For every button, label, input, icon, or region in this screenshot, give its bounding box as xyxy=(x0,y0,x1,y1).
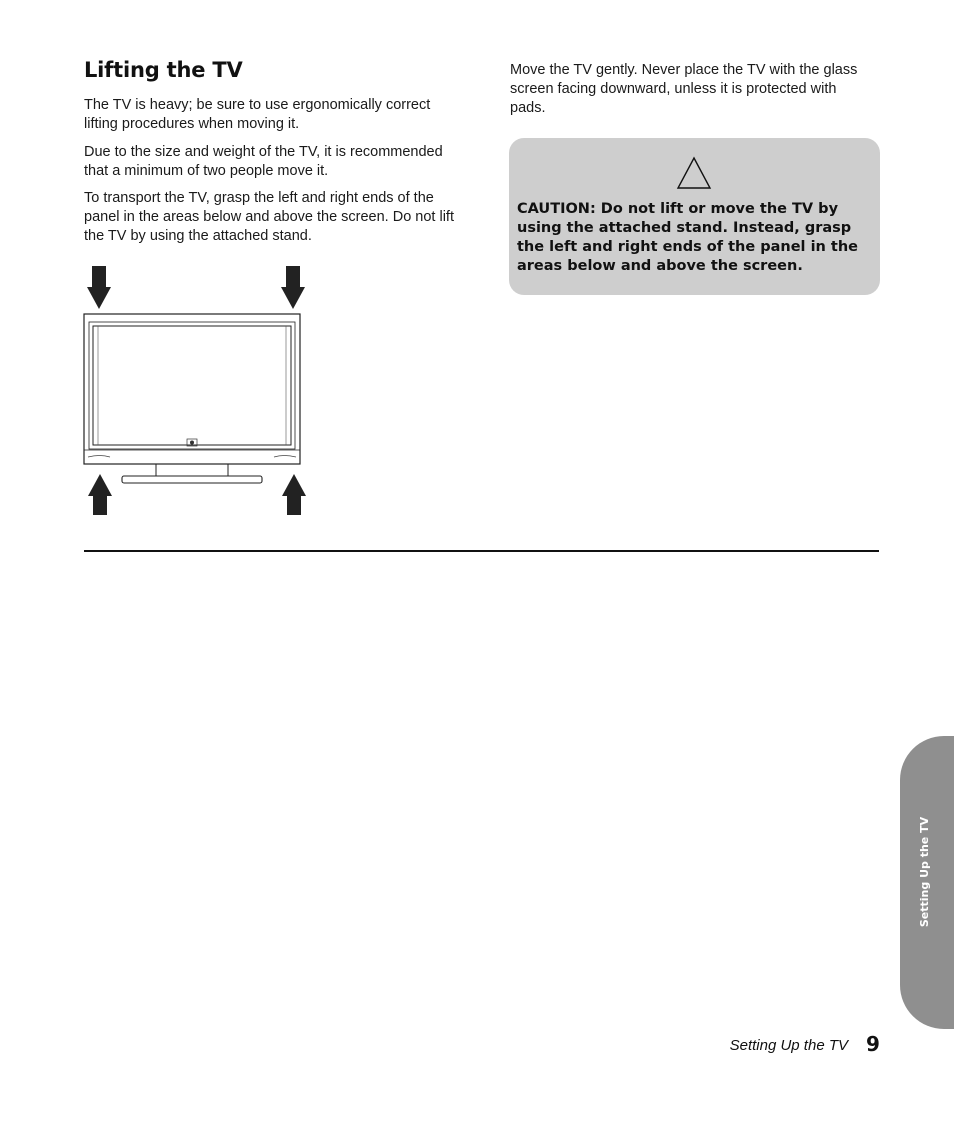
paragraph-two-people: Due to the size and weight of the TV, it is recommended that a minimum of two people move it. xyxy=(84,144,443,179)
paragraph-move-gently: Move the TV gently. Never place the TV with the glass screen facing downward, unless it is protected with pads. xyxy=(510,62,858,116)
arrow-down-icon xyxy=(87,266,111,309)
caution-box xyxy=(509,138,880,295)
chapter-side-tab-label: Setting Up the TV xyxy=(918,816,931,928)
paragraph-heavy-warning: The TV is heavy; be sure to use ergonomically correct lifting procedures when moving it. xyxy=(84,97,431,132)
section-divider xyxy=(84,550,879,552)
warning-triangle-icon xyxy=(676,156,712,190)
footer-section-name: Setting Up the TV xyxy=(729,1037,848,1054)
arrow-up-icon xyxy=(282,474,306,515)
caution-text: CAUTION: Do not lift or move the TV by using the attached stand. Instead, grasp the left and right ends of the panel in the areas below and above the screen. xyxy=(517,201,859,274)
arrow-down-icon xyxy=(281,266,305,309)
chapter-side-tab-label-wrap xyxy=(918,732,938,928)
section-title: Lifting the TV xyxy=(84,58,243,82)
tv-lifting-illustration xyxy=(80,262,310,524)
arrow-up-icon xyxy=(88,474,112,515)
page-number: 9 xyxy=(866,1032,880,1056)
paragraph-transport-instructions: To transport the TV, grasp the left and right ends of the panel in the areas below and above the screen. Do not lift the TV by using the attached stand. xyxy=(84,190,454,244)
